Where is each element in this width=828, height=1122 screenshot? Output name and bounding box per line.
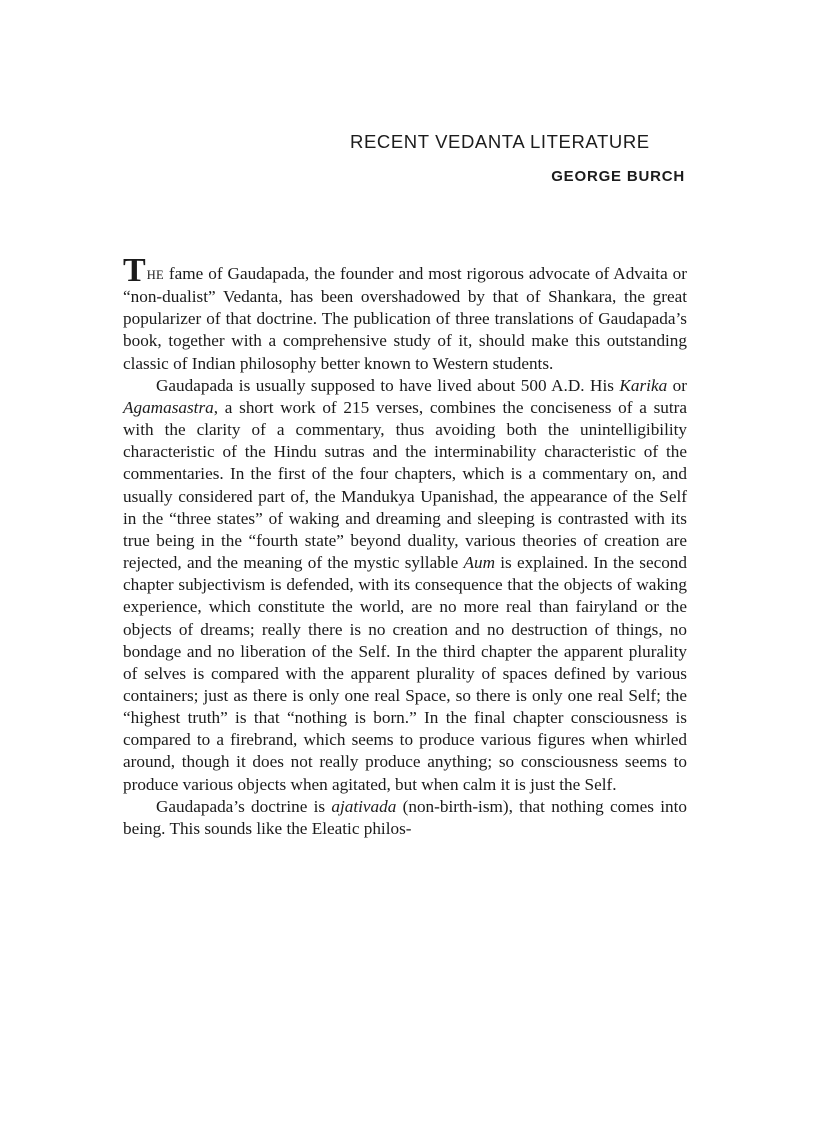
paragraph-2-text-a: Gaudapada is usually supposed to have lived about 500 A.D. His [156, 375, 620, 395]
paragraph-1 [123, 252, 687, 375]
paragraph-3-text-a: Gaudapada’s doctrine is [156, 796, 332, 816]
paragraph-2-text-c: , a short work of 215 verses, combines the conciseness of a sutra with the clarity of a commentary, thus avoiding both the unintelligibility characteristic of the Hindu sutras and the interminability characteristic of the commentaries. In the first of the four chapters, which is a commentary on, and usually considered part of, the Mandukya Upanishad, the appearance of the Self in the “three states” of waking and dreaming and sleeping is contrasted with its true being in the “fourth state” beyond duality, various theories of creation are rejected, and the meaning of the mystic syllable [123, 397, 687, 573]
paragraph-2-text-d: is explained. In the second chapter subjectivism is defended, with its consequence that the objects of waking experience, which constitute the world, are no more real than fairyland or the objects of dreams; really there is no creation and no destruction of things, no bondage and no liberation of the Self. In the third chapter the apparent plurality of selves is compared with the apparent plurality of spaces defined by various containers; just as there is only one real Space, so there is only one real Self; the “highest truth” is that “nothing is born.” In the final chapter consciousness is compared to a firebrand, which seems to produce various figures when whirled around, though it does not really produce anything; so consciousness seems to produce various objects when agitated, but when calm it is just the Self. [123, 553, 687, 794]
article-body [123, 252, 687, 840]
article-title: RECENT VEDANTA LITERATURE [350, 131, 650, 152]
term-aum: Aum [463, 553, 495, 573]
paragraph-1-text: fame of Gaudapada, the founder and most rigorous advocate of Advaita or “non-dualist” Vedanta, has been overshadowed by that of Shankara, the great popularizer of that doctrine. The publication of three translations of Gaudapada’s book, together with a comprehensive study of it, should make this outstanding classic of Indian philosophy better known to Western students. [123, 264, 687, 373]
paragraph-3-text-b: (non-birth-ism), that nothing comes into being. This sounds like the Eleatic philos- [123, 796, 687, 838]
paragraph-2 [123, 375, 687, 796]
paragraph-3 [123, 796, 687, 840]
term-ajativada: ajativada [331, 796, 397, 816]
paragraph-2-text-b: or [667, 375, 687, 395]
article-author: GEORGE BURCH [551, 168, 685, 185]
term-agamasastra: Agamasastra [123, 397, 214, 417]
drop-cap: T [123, 252, 146, 289]
lead-in-smallcaps: HE [146, 268, 164, 282]
term-karika: Karika [619, 375, 668, 395]
